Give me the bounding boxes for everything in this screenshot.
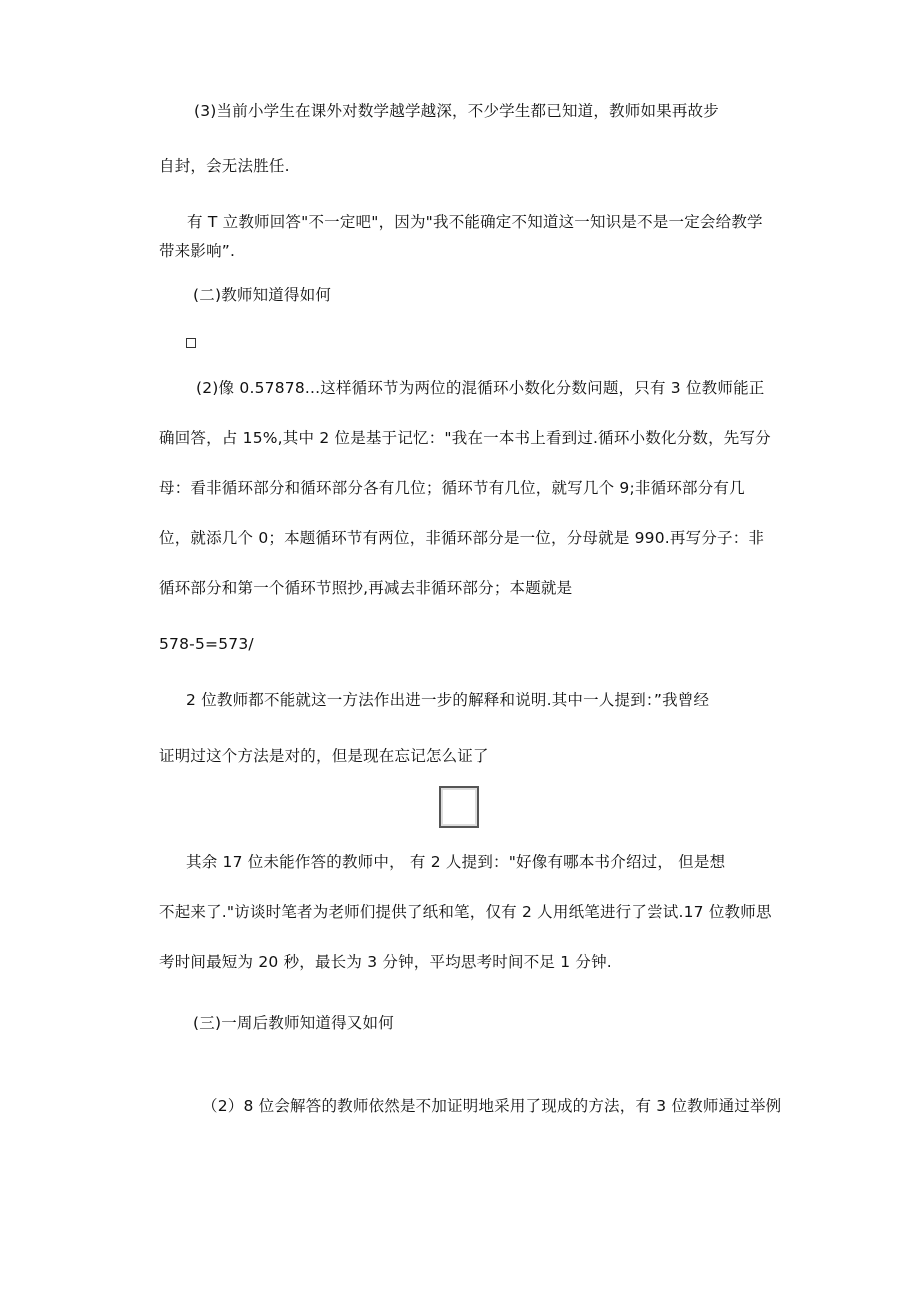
paragraph-line: 考时间最短为 20 秒，最长为 3 分钟，平均思考时间不足 1 分钟. [159, 953, 612, 971]
paragraph-line: (2)像 0.57878...这样循环节为两位的混循环小数化分数问题，只有 3 位教师能正 [196, 379, 765, 397]
paragraph-line: 循环部分和第一个循环节照抄,再减去非循环部分；本题就是 [159, 579, 573, 597]
paragraph-line: 其余 17 位未能作答的教师中， 有 2 人提到："好像有哪本书介绍过， 但是想 [186, 853, 726, 871]
paragraph-line: (3)当前小学生在课外对数学越学越深，不少学生都已知道，教师如果再故步 [194, 102, 719, 120]
paragraph-line: 位，就添几个 0；本题循环节有两位，非循环部分是一位，分母就是 990.再写分子：非 [159, 529, 765, 547]
section-heading: (三)一周后教师知道得又如何 [193, 1014, 394, 1032]
paragraph-line: 确回答，占 15%,其中 2 位是基于记忆："我在一本书上看到过.循环小数化分数，先写分 [159, 429, 771, 447]
empty-figure-image [439, 786, 479, 828]
section-heading: (二)教师知道得如何 [193, 286, 332, 304]
paragraph-line: 证明过这个方法是对的，但是现在忘记怎么证了 [159, 747, 489, 765]
formula-line: 578-5=573/ [159, 635, 254, 653]
paragraph-line: （2）8 位会解答的教师依然是不加证明地采用了现成的方法，有 3 位教师通过举例 [202, 1097, 782, 1115]
paragraph-line: 有 T 立教师回答"不一定吧"，因为"我不能确定不知道这一知识是不是一定会给教学 [187, 213, 763, 231]
paragraph-line: 不起来了."访谈时笔者为老师们提供了纸和笔，仅有 2 人用纸笔进行了尝试.17 位教师思 [159, 903, 772, 921]
paragraph-line: 母：看非循环部分和循环部分各有几位；循环节有几位，就写几个 9;非循环部分有几 [159, 479, 745, 497]
placeholder-image-icon [186, 338, 196, 348]
paragraph-line: 2 位教师都不能就这一方法作出进一步的解释和说明.其中一人提到：”我曾经 [186, 691, 710, 709]
paragraph-line: 自封，会无法胜任. [159, 157, 290, 175]
paragraph-line: 带来影响”. [159, 242, 236, 260]
